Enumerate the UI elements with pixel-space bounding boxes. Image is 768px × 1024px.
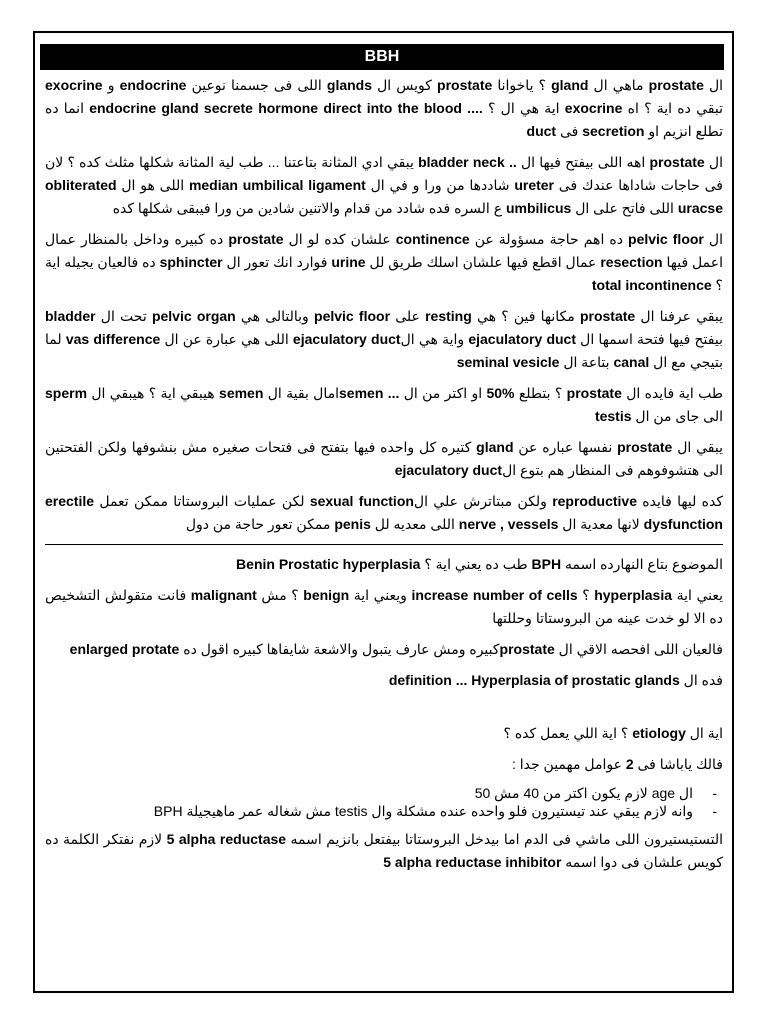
paragraph-5-alpha-reductase: التستيستيرون اللى ماشي فى الدم اما بيدخل البروستاتا بيفتعل بانزيم اسمه 5 alpha reductase لازم نفتكر الكلمة ده كويس علشان فى دوا اسمه 5 alpha reductase inhibitor — [45, 831, 723, 870]
factors-list — [45, 784, 723, 820]
document-body — [45, 74, 723, 882]
paragraph-location: يبقي عرفنا ال prostate مكانها فين ؟ هي resting على pelvic floor وبالتالى هي pelvic organ تحت ال bladder بيفتح فيها فتحة اسمها ال ejaculatory duct واية هي الejaculatory duct اللى هي عبارة عن ال vas difference لما بتيجي مع ال canal بتاعة ال seminal vesicle — [45, 308, 724, 370]
paragraph-factors-intro: فالك ياباشا فى 2 عوامل مهمين جدا : — [511, 756, 723, 772]
paragraph-function: كده ليها فايده reproductive ولكن مبتاترش علي الsexual function لكن عمليات البروستاتا ممكن تعمل erectile dysfunction لانها معدية ال nerve , vessels اللى معديه لل penis ممكن تعور حاجة من دول — [45, 493, 723, 532]
paragraph-glands: يبقي ال prostate نفسها عباره عن gland كتيره كل واحده فيها بتفتح فى فتحات صغيره مش بنشوفها ولكن الفتحتين الى هتشوفوهم فى المنظار هم بتوع الejaculatory duct — [45, 439, 723, 478]
paragraph-bladder-neck: ال prostate اهه اللى بيفتح فيها ال bladder neck .. يبقي ادي المثانة بتاعتنا ... طب لية المثانة شكلها مثلث كده ؟ لان فى حاجات شاداها عندك فى ureter شاددها من ورا و في ال median umbilical ligament اللى هو ال obliterated uracse اللى فاتح على ال umbilicus ع السره فده شادد من قدام والاتنين شادين من ورا فيبقى شكلها كده — [45, 154, 723, 216]
paragraph-definition: فده ال definition ... Hyperplasia of prostatic glands — [388, 672, 723, 688]
paragraph-bph-topic: الموضوع بتاع النهارده اسمه BPH طب ده يعني اية ؟ Benin Prostatic hyperplasia — [236, 556, 723, 572]
paragraph-prostate-gland: ال prostate ماهي ال gland ؟ ياخوانا prostate كويس ال glands اللى فى جسمنا نوعين endocrine و exocrine تبقي ده اية ؟ اه exocrine اية هي ال ؟ endocrine gland secrete hormone direct into the blood .... انما ده تطلع انزيم او secretion فى duct — [45, 77, 724, 139]
paragraph-semen: طب اية فايده ال prostate ؟ بتطلع 50% او اكتر من ال semen ...امال بقية ال semen هيبقي اية ؟ هيبقي ال sperm الى جاى من ال testis — [45, 385, 724, 424]
paragraph-hyperplasia: يعني اية hyperplasia ؟ increase number of cells ويعني اية benign ؟ مش malignant فانت متقولش التشخيص ده الا لو خدت عينه من البروستاتا وحللتها — [45, 587, 723, 626]
list-item: - ال age لازم يكون اكتر من 40 مش 50 — [474, 785, 717, 801]
document-title: BBH — [40, 44, 724, 70]
paragraph-pelvic-floor: ال pelvic floor ده اهم حاجة مسؤولة عن continence علشان كده لو ال prostate ده كبيره وداخل بالمنظار عمال اعمل فيها resection عمال اقطع فيها علشان اسلك طريق لل urine فوارد انك تعور ال sphincter ده فالعيان يجيله اية ؟ total incontinence — [45, 231, 723, 293]
paragraph-enlarged: فالعيان اللى افحصه الاقي ال prostateكبيره ومش عارف يتبول والاشعة شايفاها كبيره اقول ده enlarged protate — [69, 641, 723, 657]
paragraph-etiology: اية ال etiology ؟ اية اللي يعمل كده ؟ — [503, 725, 723, 741]
list-item: - وانه لازم يبقي عند تيستيرون فلو واحده عنده مشكلة وال testis مش شغاله عمر ماهيجيلة BPH — [153, 803, 717, 819]
section-divider — [45, 544, 723, 545]
